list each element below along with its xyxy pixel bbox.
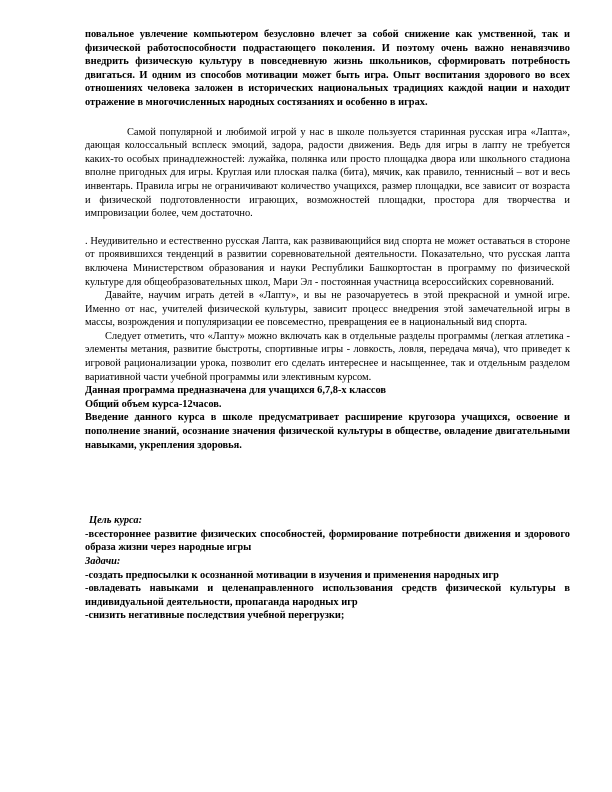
- program-audience: Данная программа предназначена для учащихся 6,7,8-х классов: [85, 385, 386, 397]
- course-volume: Общий объем курса-12часов.: [85, 398, 222, 410]
- tasks-heading: Задачи:: [85, 556, 121, 567]
- intro-paragraph: повальное увлечение компьютером безусловно влечет за собой снижение как умственной, так и физической работоспособности подрастающего поколения. И поэтому очень важно ненавязчиво внедрить физическую культуру в повседневную жизнь школьников, сформировать потребность двигаться. И одним из способов мотивации может быть игра. Опыт воспитания здорового во всех отношениях человека заложен в исторических национальных традициях каждой нации и находит отражение в многочисленных народных состязаниях и особенно в играх.: [85, 29, 570, 108]
- lapta-paragraph: Самой популярной и любимой игрой у нас в школе пользуется старинная русская игра «Лапта», дающая колоссальный всплеск эмоций, задора, радости движения. Ведь для игры в лапту не требуется каких-то особых принадлежностей: лужайка, полянка или просто площадка двора или школьного стадиона вполне пригодных для игры. Круглая или плоская палка (бита), мячик, как правило, теннисный – вот и весь инвентарь. Правила игры не ограничивают количество учащихся, размер площадки, все зависит от возраста и физической подготовленности играющих, возможностей площадки, простора для творчества и импровизации более, чем достаточно.: [85, 126, 570, 220]
- include-paragraph: Следует отметить, что «Лапту» можно включать как в отдельные разделы программы (легкая атлетика - элементы метания, развитие быстроты, спортивные игры - ловкость, ловля, передача мяча), что приведет к игровой рационализации урока, позволит его сделать интереснее и насыщеннее, так и отдельным разделом вариативной части учебной программы или элективным курсом.: [85, 330, 570, 383]
- spacer: [85, 221, 570, 235]
- goal-text: -всестороннее развитие физических способностей, формирование потребности движения и здорового образа жизни через народные игры: [85, 528, 570, 554]
- spacer: [85, 452, 570, 514]
- task-item: -овладевать навыками и целенаправленного использования средств физической культуры в индивидуальной деятельности, пропаганда народных игр: [85, 583, 570, 608]
- task-item: -снизить негативные последствия учебной перегрузки;: [85, 610, 345, 622]
- sport-paragraph: . Неудивительно и естественно русская Лапта, как развивающийся вид спорта не может оставаться в стороне от проявившихся тенденций в развитии соревновательной деятельности. Показательно, что русская лапта включена Министерством образования и науки Республики Башкортостан в программу по физической культуре для общеобразовательных школ, Мари Эл - постоянная участница всероссийских соревнований.: [85, 235, 570, 288]
- teach-paragraph: Давайте, научим играть детей в «Лапту», и вы не разочаруетесь в этой прекрасной и умной игре. Именно от нас, учителей физической культуры, зависит процесс внедрения этой замечательной игры в массы, возрождения и популяризации ее повсеместно, превращения ее в национальный вид спорта.: [85, 290, 570, 329]
- course-intro-paragraph: Введение данного курса в школе предусматривает расширение кругозора учащихся, освоение и пополнение знаний, осознание значения физической культуры в обществе, овладение двигательными навыками, укрепления здоровья.: [85, 412, 570, 451]
- document-page: [85, 28, 570, 623]
- task-item: -создать предпосылки к осознанной мотивации в изучения и применения народных игр: [85, 569, 499, 581]
- spacer: [85, 110, 570, 126]
- goal-heading: Цель курса:: [89, 515, 143, 527]
